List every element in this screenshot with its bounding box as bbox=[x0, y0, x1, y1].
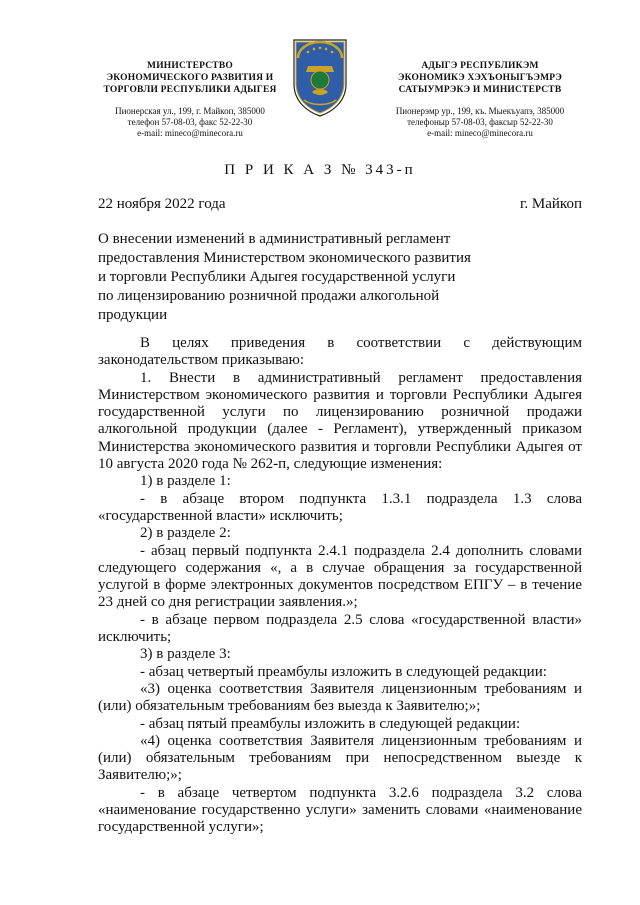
paragraph-preamble: В целях приведения в соответствии с действующим законодательством приказываю: bbox=[98, 335, 582, 369]
paragraph-section-3: 3) в разделе 3: bbox=[140, 646, 231, 663]
paragraph-item-1: 1. Внести в административный регламент предоставления Министерством экономического развития и торговли Республики Адыгея государственной услуги по лицензированию розничной продажи алкогольной продукции (далее - Регламент), утвержденный приказом Министерства экономического развития и торговли Республики Адыгея от 10 августа 2020 года № 262-п, следующие изменения: bbox=[98, 369, 582, 473]
order-subject: О внесении изменений в административный регламент предоставления Министерством экономического развития и торговли Республики Адыгея государственной услуги по лицензированию розничной продажи алкогольной продукции bbox=[98, 231, 471, 323]
paragraph-section-1: 1) в разделе 1: bbox=[140, 473, 231, 490]
order-title: П Р И К А З № 343-п bbox=[224, 162, 416, 178]
order-date: 22 ноября 2022 года bbox=[98, 196, 226, 212]
order-body bbox=[98, 335, 582, 837]
paragraph-change: - в абзаце втором подпункта 1.3.1 подраздела 1.3 слова «государственной власти» исключить; bbox=[98, 490, 582, 524]
paragraph-change: - в абзаце первом подраздела 2.5 слова «государственной власти» исключить; bbox=[98, 611, 582, 646]
ministry-header-russian bbox=[80, 60, 300, 139]
paragraph-section-2: 2) в разделе 2: bbox=[140, 525, 231, 542]
paragraph-quote: «4) оценка соответствия Заявителя лицензионным требованиям и (или) обязательным требованиям при непосредственном выезде к Заявителю;»; bbox=[98, 732, 582, 784]
ministry-address-ru: Пионерская ул., 199, г. Майкоп, 385000 телефон 57-08-03, факс 52-22-30 e-mail: mineco@minecora.ru bbox=[115, 106, 265, 138]
paragraph-change: - абзац четвертый преамбулы изложить в следующей редакции: bbox=[140, 663, 547, 680]
ministry-address-ady: Пионерэмр ур., 199, къ. Мыекъуапэ, 385000 телефоныр 57-08-03, факсыр 52-22-30 e-mail: mineco@minecora.ru bbox=[395, 106, 565, 138]
paragraph-quote: «3) оценка соответствия Заявителя лицензионным требованиям и (или) обязательным требованиям без выезда к Заявителю;»; bbox=[98, 680, 582, 715]
ministry-header-adyghe bbox=[380, 60, 580, 139]
paragraph-change: - абзац первый подпункта 2.4.1 подраздела 2.4 дополнить словами следующего содержания «, а в случае обращения за государственной услугой в форме электронных документов посредством ЕПГУ – в течение 23 дней со дня регистрации заявления.»; bbox=[98, 542, 582, 611]
ministry-name-ady: АДЫГЭ РЕСПУБЛИКЭМ ЭКОНОМИКЭ ХЭХЪОНЫГЪЭМРЭ САТЫУМРЭКЭ И МИНИСТЕРСТВ bbox=[398, 61, 562, 95]
order-city: г. Майкоп bbox=[519, 196, 582, 212]
coat-of-arms-icon bbox=[290, 36, 350, 118]
paragraph-change: - абзац пятый преамбулы изложить в следующей редакции: bbox=[140, 715, 521, 732]
ministry-name-ru: МИНИСТЕРСТВО ЭКОНОМИЧЕСКОГО РАЗВИТИЯ И ТОРГОВЛИ РЕСПУБЛИКИ АДЫГЕЯ bbox=[103, 61, 277, 95]
paragraph-change: - в абзаце четвертом подпункта 3.2.6 подраздела 3.2 слова «наименование государственно услуги» заменить словами «наименование государственной услуги»; bbox=[98, 784, 582, 836]
